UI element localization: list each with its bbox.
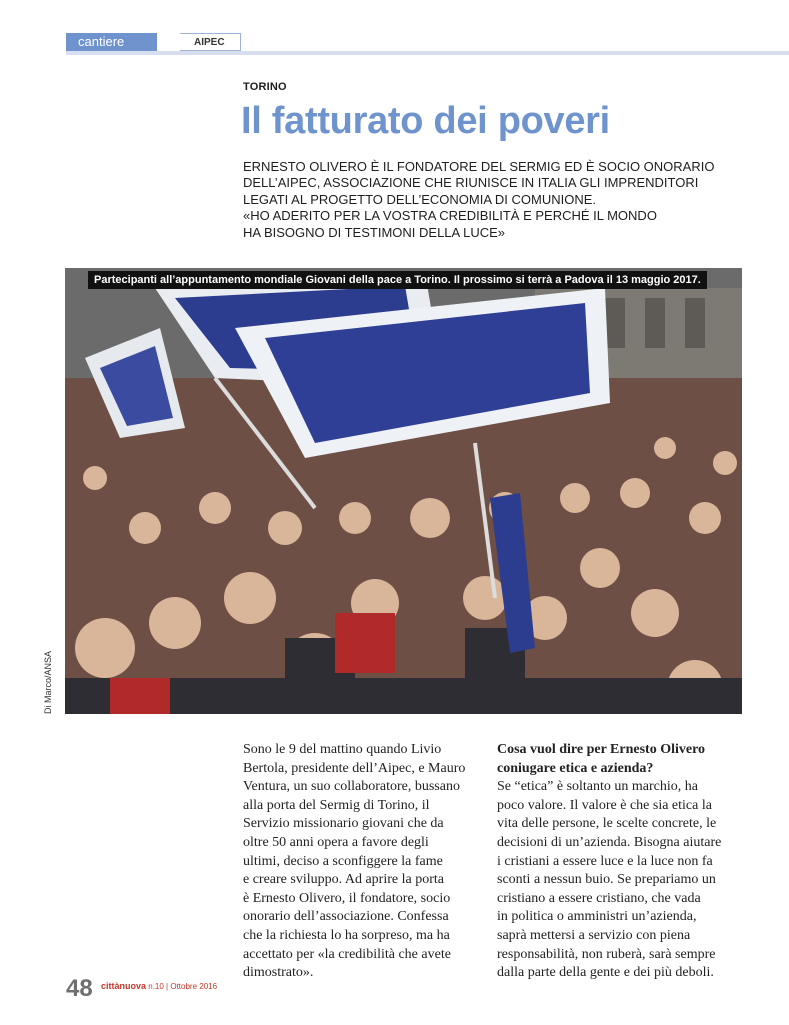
crowd-photo-illustration: [65, 268, 742, 714]
body-line: Se “etica” è soltanto un marchio, ha: [497, 779, 698, 795]
magazine-info: [101, 981, 217, 992]
page-number: 48: [66, 975, 93, 1002]
body-line: alla porta del Sermig di Torino, il: [243, 797, 430, 813]
body-column-right: [497, 741, 721, 983]
body-line: Ventura, un suo collaboratore, bussano: [243, 779, 460, 795]
issue-info: n.10 | Ottobre 2016: [148, 982, 218, 991]
article-kicker: TORINO: [243, 81, 287, 93]
body-line: accettato per «la credibilità che avete: [243, 946, 451, 962]
body-line: cristiano a essere cristiano, che vada: [497, 890, 701, 906]
subsection-tag: AIPEC: [180, 33, 241, 51]
body-line: saprà mettersi a servizio con piena: [497, 927, 691, 943]
standfirst-line: LEGATI AL PROGETTO DELL’ECONOMIA DI COMUNIONE.: [243, 191, 596, 207]
section-tag: cantiere italia: [66, 33, 157, 51]
body-line: è Ernesto Olivero, il fondatore, socio: [243, 890, 451, 906]
body-line: Sono le 9 del mattino quando Livio: [243, 742, 442, 757]
body-line: che la richiesta lo ha sorpreso, ma ha: [243, 927, 450, 943]
article-title: Il fatturato dei poveri: [241, 100, 610, 142]
standfirst-line: DELL’AIPEC, ASSOCIAZIONE CHE RIUNISCE IN ITALIA GLI IMPRENDITORI: [243, 175, 699, 191]
standfirst-line: ERNESTO OLIVERO È IL FONDATORE DEL SERMIG ED È SOCIO ONORARIO: [243, 159, 715, 174]
photo-credit: Di Marco/ANSA: [43, 650, 53, 714]
body-line: responsabilità, non ruberà, sarà sempre: [497, 946, 716, 962]
article-standfirst: [243, 159, 743, 241]
interview-question: Cosa vuol dire per Ernesto Olivero: [497, 742, 706, 757]
body-line: dalla parte della gente e dei più deboli.: [497, 965, 714, 981]
body-line: e creare sviluppo. Ad aprire la porta: [243, 872, 444, 888]
body-line: Servizio missionario giovani che da: [243, 816, 444, 832]
magazine-name: cittànuova: [101, 981, 147, 991]
photo-caption: Partecipanti all’appuntamento mondiale Giovani della pace a Torino. Il prossimo si terrà a Padova il 13 maggio 2017.: [88, 271, 707, 289]
standfirst-line: «HO ADERITO PER LA VOSTRA CREDIBILITÀ E PERCHÉ IL MONDO: [243, 208, 657, 224]
body-column-left: [243, 741, 465, 983]
body-line: in politica o amministri un’azienda,: [497, 909, 697, 925]
section-bar: [66, 33, 789, 67]
body-line: ultimi, deciso a sconfiggere la fame: [243, 853, 443, 869]
body-line: vita delle persone, le scelte concrete, le: [497, 816, 717, 832]
crowd-photo: [65, 268, 742, 714]
body-line: onorario dell’associazione. Confessa: [243, 909, 449, 925]
body-line: oltre 50 anni opera a favore degli: [243, 834, 429, 850]
body-line: decisioni di un’azienda. Bisogna aiutare: [497, 834, 722, 850]
body-line: poco valore. Il valore è che sia etica la: [497, 797, 712, 813]
standfirst-line: HA BISOGNO DI TESTIMONI DELLA LUCE»: [243, 224, 505, 240]
body-line: sconti a nessun buio. Se prepariamo un: [497, 872, 716, 888]
interview-question: coniugare etica e azienda?: [497, 760, 654, 776]
body-line: Bertola, presidente dell’Aipec, e Mauro: [243, 760, 466, 776]
body-line: dimostrato».: [243, 965, 314, 981]
body-line: i cristiani a essere luce e la luce non fa: [497, 853, 713, 869]
